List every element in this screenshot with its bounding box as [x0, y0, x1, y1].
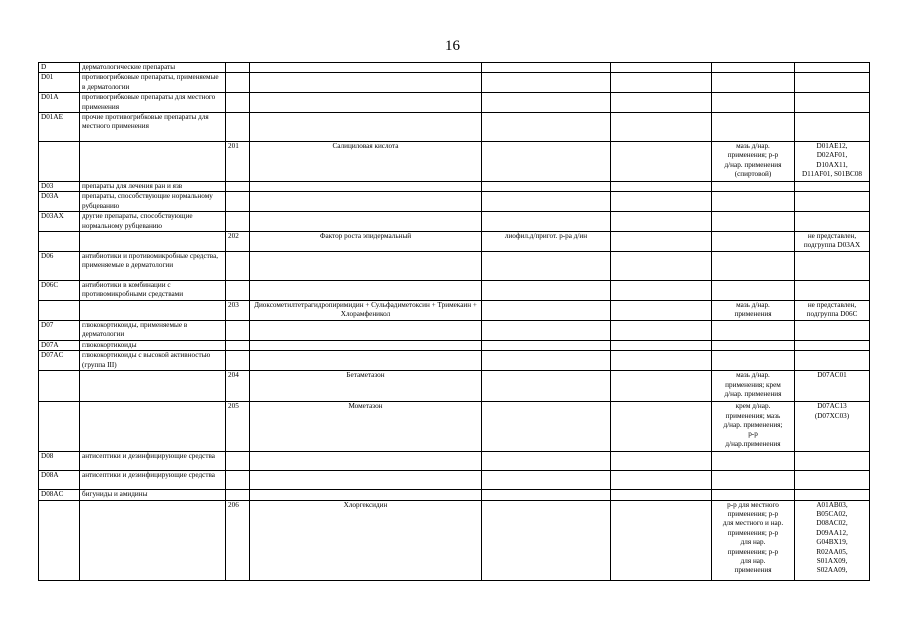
note-cell-line: D07AC01: [817, 371, 847, 380]
number-cell: 201: [226, 142, 250, 182]
dose-cell: [611, 500, 712, 580]
note-cell-line: A01AB03,: [816, 500, 848, 509]
table-row: [39, 73, 870, 93]
table-row: [39, 182, 870, 192]
note-cell-line: D08AC02,: [816, 519, 848, 528]
name-cell: антисептики и дезинфицирующие средства: [80, 471, 226, 490]
dose-cell: [611, 300, 712, 320]
note-cell: [795, 63, 870, 73]
number-cell: [226, 281, 250, 301]
code-cell: [39, 300, 80, 320]
number-cell: [226, 252, 250, 281]
table-row: [39, 500, 870, 580]
number-cell: [226, 351, 250, 371]
note-cell: [795, 192, 870, 212]
name-cell: бигуниды и амидины: [80, 490, 226, 500]
table-row: [39, 320, 870, 340]
name-cell: глюкокортикоиды с высокой активностью (группа III): [80, 351, 226, 371]
form-cell: [482, 281, 611, 301]
name-cell: антисептики и дезинфицирующие средства: [80, 452, 226, 471]
form-cell: [482, 490, 611, 500]
code-cell: D07A: [39, 340, 80, 350]
dose-cell: [611, 281, 712, 301]
note-cell: [795, 452, 870, 471]
table-row: [39, 351, 870, 371]
note-cell-line: не представлен,: [807, 232, 857, 241]
inn-cell: [250, 63, 482, 73]
note-cell: [795, 340, 870, 350]
name-cell: противогрибковые препараты для местного применения: [80, 93, 226, 113]
note-cell-line: D11AF01, S01BC08: [801, 170, 863, 179]
dosage-form-cell-line: применения; крем: [725, 380, 781, 389]
name-cell: препараты, способствующие нормальному рубцеванию: [80, 192, 226, 212]
dosage-form-cell: [712, 402, 795, 452]
dose-cell: [611, 340, 712, 350]
inn-cell: [250, 320, 482, 340]
dose-cell: [611, 490, 712, 500]
form-cell: [482, 351, 611, 371]
dosage-form-cell-line: применения; р-р: [727, 547, 779, 556]
dose-cell: [611, 232, 712, 252]
note-cell: [795, 471, 870, 490]
form-cell: лиофил.д/пригот. р-ра д/ин: [482, 232, 611, 252]
code-cell: D08AC: [39, 490, 80, 500]
page-number: 16: [445, 38, 460, 54]
table-row: [39, 192, 870, 212]
note-cell: [795, 73, 870, 93]
number-cell: 206: [226, 500, 250, 580]
table-row: [39, 212, 870, 232]
dose-cell: [611, 402, 712, 452]
dose-cell: [611, 320, 712, 340]
name-cell: препараты для лечения ран и язв: [80, 182, 226, 192]
dosage-form-cell: [712, 351, 795, 371]
dosage-form-cell: [712, 371, 795, 402]
note-cell: [795, 500, 870, 580]
note-cell: [795, 113, 870, 142]
dosage-form-cell: [712, 232, 795, 252]
number-cell: [226, 452, 250, 471]
inn-cell: Мометазон: [250, 402, 482, 452]
form-cell: [482, 300, 611, 320]
dosage-form-cell: [712, 452, 795, 471]
note-cell: [795, 320, 870, 340]
number-cell: [226, 490, 250, 500]
code-cell: D07: [39, 320, 80, 340]
form-cell: [482, 113, 611, 142]
table-row: [39, 63, 870, 73]
dosage-form-cell-line: применения: [734, 310, 772, 319]
dosage-form-cell: [712, 182, 795, 192]
form-cell: [482, 500, 611, 580]
note-cell-line: S01AX09,: [816, 556, 848, 565]
inn-cell: [250, 340, 482, 350]
number-cell: 203: [226, 300, 250, 320]
table-row: [39, 471, 870, 490]
dose-cell: [611, 371, 712, 402]
form-cell: [482, 320, 611, 340]
dose-cell: [611, 192, 712, 212]
inn-cell: [250, 73, 482, 93]
dosage-form-cell-line: д/нар. применения: [724, 389, 782, 398]
form-cell: [482, 452, 611, 471]
note-cell-line: подгруппа D06C: [806, 310, 858, 319]
dose-cell: [611, 252, 712, 281]
note-cell: [795, 281, 870, 301]
note-cell-line: S02AA09,: [816, 566, 848, 575]
code-cell: D01AE: [39, 113, 80, 142]
table-row: [39, 232, 870, 252]
number-cell: 204: [226, 371, 250, 402]
inn-cell: [250, 490, 482, 500]
dosage-form-cell: [712, 490, 795, 500]
dosage-form-cell-line: применения; р-р: [727, 528, 779, 537]
dose-cell: [611, 351, 712, 371]
note-cell-line: D02AF01,: [816, 151, 848, 160]
dosage-form-cell-line: применения; р-р: [727, 509, 779, 518]
form-cell: [482, 340, 611, 350]
dose-cell: [611, 142, 712, 182]
number-cell: [226, 340, 250, 350]
form-cell: [482, 471, 611, 490]
note-cell-line: подгруппа D03AX: [803, 241, 861, 250]
form-cell: [482, 93, 611, 113]
dosage-form-cell-line: р-р: [748, 430, 758, 439]
table-row: [39, 402, 870, 452]
note-cell-line: D09AA12,: [816, 528, 848, 537]
code-cell: D07AC: [39, 351, 80, 371]
dosage-form-cell: [712, 252, 795, 281]
note-cell: [795, 490, 870, 500]
code-cell: D03A: [39, 192, 80, 212]
note-cell-line: D07AC13: [817, 402, 847, 411]
note-cell: [795, 142, 870, 182]
dosage-form-cell: [712, 300, 795, 320]
number-cell: [226, 113, 250, 142]
number-cell: [226, 73, 250, 93]
name-cell: [80, 371, 226, 402]
table-row: [39, 371, 870, 402]
code-cell: D01: [39, 73, 80, 93]
dosage-form-cell: [712, 113, 795, 142]
dose-cell: [611, 452, 712, 471]
code-cell: D01A: [39, 93, 80, 113]
inn-cell: [250, 212, 482, 232]
form-cell: [482, 73, 611, 93]
dose-cell: [611, 73, 712, 93]
inn-cell: Диоксометилтетрагидропиримидин + Сульфадиметоксин + Тримекаин + Хлорамфеникол: [250, 300, 482, 320]
code-cell: D08A: [39, 471, 80, 490]
name-cell: [80, 500, 226, 580]
dosage-form-cell-line: крем д/нар.: [735, 402, 771, 411]
dosage-form-cell-line: мазь д/нар.: [736, 300, 770, 309]
dose-cell: [611, 113, 712, 142]
form-cell: [482, 192, 611, 212]
code-cell: D03AX: [39, 212, 80, 232]
form-cell: [482, 63, 611, 73]
dose-cell: [611, 63, 712, 73]
dose-cell: [611, 93, 712, 113]
dosage-form-cell: [712, 93, 795, 113]
dosage-form-cell-line: д/нар. применения: [724, 160, 782, 169]
dosage-form-cell-line: применения: [734, 566, 772, 575]
number-cell: [226, 63, 250, 73]
form-cell: [482, 402, 611, 452]
dosage-form-cell: [712, 471, 795, 490]
note-cell: [795, 351, 870, 371]
inn-cell: Бетаметазон: [250, 371, 482, 402]
inn-cell: Салициловая кислота: [250, 142, 482, 182]
form-cell: [482, 371, 611, 402]
dosage-form-cell: [712, 281, 795, 301]
name-cell: противогрибковые препараты, применяемые в дерматологии: [80, 73, 226, 93]
number-cell: 205: [226, 402, 250, 452]
number-cell: [226, 192, 250, 212]
drug-table: [38, 62, 870, 581]
table-row: [39, 93, 870, 113]
dosage-form-cell-line: мазь д/нар.: [736, 371, 770, 380]
dosage-form-cell-line: применения; р-р: [727, 151, 779, 160]
note-cell-line: D10AX11,: [816, 160, 848, 169]
number-cell: [226, 471, 250, 490]
dosage-form-cell: [712, 142, 795, 182]
inn-cell: [250, 252, 482, 281]
code-cell: D: [39, 63, 80, 73]
form-cell: [482, 182, 611, 192]
table-row: [39, 252, 870, 281]
note-cell-line: B05CA02,: [816, 509, 848, 518]
note-cell: [795, 212, 870, 232]
note-cell: [795, 93, 870, 113]
name-cell: антибиотики и противомикробные средства, применяемые в дерматологии: [80, 252, 226, 281]
name-cell: глюкокортикоиды, применяемые в дерматологии: [80, 320, 226, 340]
code-cell: D06: [39, 252, 80, 281]
table-row: [39, 340, 870, 350]
inn-cell: [250, 351, 482, 371]
code-cell: D03: [39, 182, 80, 192]
dosage-form-cell-line: мазь д/нар.: [736, 142, 770, 151]
inn-cell: [250, 113, 482, 142]
dosage-form-cell: [712, 212, 795, 232]
dosage-form-cell: [712, 63, 795, 73]
number-cell: [226, 212, 250, 232]
inn-cell: Хлоргексидин: [250, 500, 482, 580]
code-cell: [39, 500, 80, 580]
inn-cell: Фактор роста эпидермальный: [250, 232, 482, 252]
number-cell: [226, 320, 250, 340]
note-cell: [795, 371, 870, 402]
name-cell: другие препараты, способствующие нормальному рубцеванию: [80, 212, 226, 232]
inn-cell: [250, 93, 482, 113]
code-cell: [39, 371, 80, 402]
note-cell-line: (D07XC03): [814, 411, 850, 420]
note-cell: [795, 232, 870, 252]
table-row: [39, 113, 870, 142]
dosage-form-cell: [712, 192, 795, 212]
dosage-form-cell-line: для нар.: [740, 538, 766, 547]
dosage-form-cell: [712, 73, 795, 93]
inn-cell: [250, 281, 482, 301]
table-row: [39, 300, 870, 320]
dose-cell: [611, 471, 712, 490]
dosage-form-cell-line: д/нар.применения: [725, 439, 781, 448]
table-row: [39, 452, 870, 471]
note-cell: [795, 402, 870, 452]
name-cell: глюкокортикоиды: [80, 340, 226, 350]
dose-cell: [611, 212, 712, 232]
name-cell: прочие противогрибковые препараты для местного применения: [80, 113, 226, 142]
dosage-form-cell-line: р-р для местного: [727, 500, 779, 509]
name-cell: [80, 232, 226, 252]
inn-cell: [250, 471, 482, 490]
inn-cell: [250, 192, 482, 212]
code-cell: [39, 142, 80, 182]
dosage-form-cell-line: применения; мазь: [725, 411, 781, 420]
name-cell: [80, 300, 226, 320]
number-cell: [226, 93, 250, 113]
number-cell: 202: [226, 232, 250, 252]
dose-cell: [611, 182, 712, 192]
name-cell: [80, 402, 226, 452]
dosage-form-cell: [712, 340, 795, 350]
code-cell: D08: [39, 452, 80, 471]
note-cell-line: не представлен,: [807, 300, 857, 309]
form-cell: [482, 252, 611, 281]
table-row: [39, 142, 870, 182]
table-row: [39, 490, 870, 500]
note-cell: [795, 252, 870, 281]
table-row: [39, 281, 870, 301]
dosage-form-cell: [712, 320, 795, 340]
name-cell: антибиотики в комбинации с противомикробными средствами: [80, 281, 226, 301]
inn-cell: [250, 452, 482, 471]
note-cell: [795, 182, 870, 192]
code-cell: [39, 402, 80, 452]
form-cell: [482, 142, 611, 182]
form-cell: [482, 212, 611, 232]
note-cell: [795, 300, 870, 320]
dosage-form-cell-line: д/нар. применения;: [723, 420, 783, 429]
code-cell: [39, 232, 80, 252]
code-cell: D06C: [39, 281, 80, 301]
name-cell: дерматологические препараты: [80, 63, 226, 73]
note-cell-line: D01AE12,: [816, 142, 848, 151]
note-cell-line: R02AA05,: [816, 547, 848, 556]
dosage-form-cell: [712, 500, 795, 580]
inn-cell: [250, 182, 482, 192]
number-cell: [226, 182, 250, 192]
dosage-form-cell-line: (спиртовой): [734, 170, 772, 179]
name-cell: [80, 142, 226, 182]
dosage-form-cell-line: для местного и нар.: [722, 519, 784, 528]
dosage-form-cell-line: для нар.: [740, 556, 766, 565]
note-cell-line: G04BX19,: [816, 538, 848, 547]
